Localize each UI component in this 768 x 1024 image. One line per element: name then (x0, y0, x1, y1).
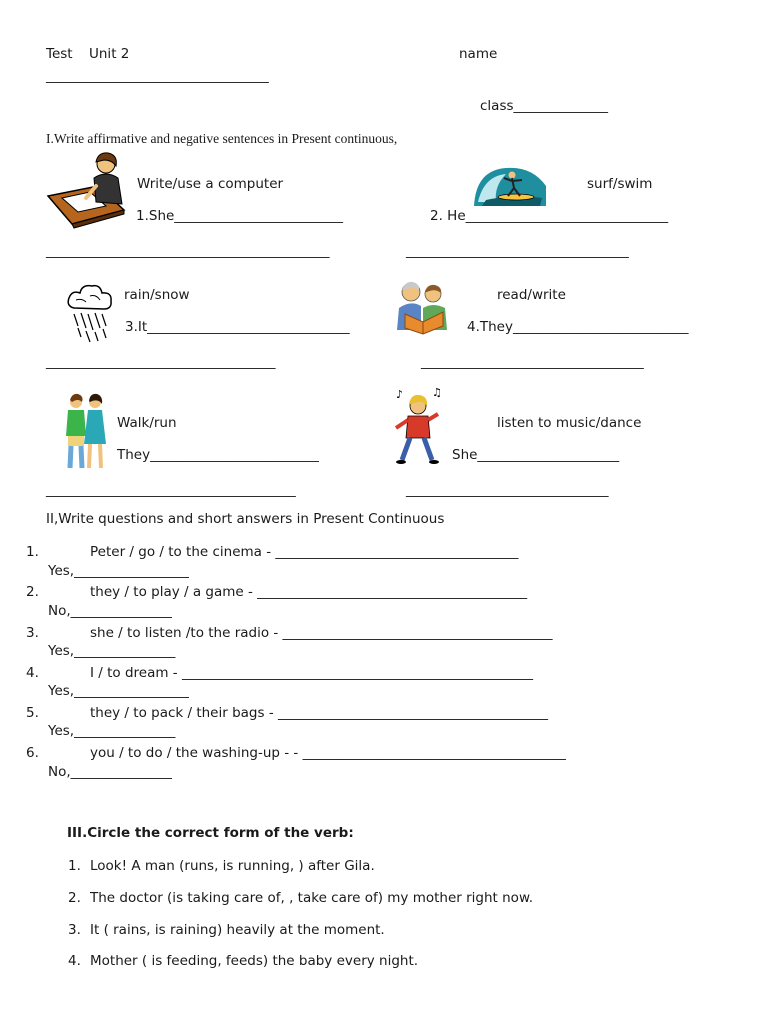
s3-item1-number: 1. (68, 858, 81, 874)
sentence-4: 4.They__________________________ (467, 319, 689, 335)
s3-item4-text: Mother ( is feeding, feeds) the baby every night. (90, 953, 419, 969)
sentence-2: 2. He______________________________ (430, 208, 669, 224)
prompt-2: surf/swim (587, 176, 653, 192)
class-label: class______________ (480, 98, 609, 114)
sentence-5: They_________________________ (117, 447, 319, 463)
test-label: Test (46, 46, 73, 62)
q3-answer: Yes,_______________ (48, 643, 176, 659)
sentence-3: 3.It______________________________ (125, 319, 350, 335)
prompt-6: listen to music/dance (497, 415, 642, 431)
surfer-on-wave-icon (472, 166, 548, 210)
s3-item3-number: 3. (68, 922, 81, 938)
s3-item2-text: The doctor (is taking care of, , take care of) my mother right now. (90, 890, 534, 906)
answer-line-1: __________________________________________ (46, 243, 330, 259)
q4-answer: Yes,_________________ (48, 683, 189, 699)
q2-number: 2. (26, 584, 39, 600)
svg-text:♫: ♫ (432, 386, 442, 399)
name-label: name (459, 46, 498, 62)
s3-item1-text: Look! A man (runs, is running, ) after Gila. (90, 858, 375, 874)
answer-line-2: _________________________________ (406, 243, 629, 259)
q1-text: Peter / go / to the cinema - ____________________________________ (90, 544, 519, 560)
q3-text: she / to listen /to the radio - ________________________________________ (90, 625, 553, 641)
q6-number: 6. (26, 745, 39, 761)
section1-title: I.Write affirmative and negative sentences in Present continuous, (46, 131, 398, 146)
prompt-4: read/write (497, 287, 566, 303)
s3-item2-number: 2. (68, 890, 81, 906)
girl-dancing-to-music-icon (394, 386, 444, 466)
people-reading-book-icon (393, 278, 453, 336)
name-line: _________________________________ (46, 68, 269, 84)
q4-text: I / to dream - ____________________________________________________ (90, 665, 533, 681)
answer-line-3: __________________________________ (46, 354, 276, 370)
q5-text: they / to pack / their bags - ________________________________________ (90, 705, 548, 721)
prompt-1: Write/use a computer (137, 176, 284, 192)
rain-cloud-icon (66, 282, 114, 344)
q2-answer: No,_______________ (48, 603, 172, 619)
q4-number: 4. (26, 665, 39, 681)
section3-title: III.Circle the correct form of the verb: (67, 825, 354, 841)
q1-number: 1. (26, 544, 39, 560)
answer-line-5: _____________________________________ (46, 482, 296, 498)
section2-title: II,Write questions and short answers in Present Continuous (46, 511, 445, 527)
answer-line-6: ______________________________ (406, 482, 609, 498)
sentence-1: 1.She_________________________ (136, 208, 344, 224)
s3-item4-number: 4. (68, 953, 81, 969)
q6-text: you / to do / the washing-up - - _______________________________________ (90, 745, 566, 761)
q5-number: 5. (26, 705, 39, 721)
prompt-3: rain/snow (124, 287, 190, 303)
person-writing-at-desk-icon (46, 152, 126, 230)
prompt-5: Walk/run (117, 415, 177, 431)
q1-answer: Yes,_________________ (48, 563, 189, 579)
q3-number: 3. (26, 625, 39, 641)
unit-label: Unit 2 (89, 46, 130, 62)
two-girls-walking-icon (62, 392, 110, 472)
q5-answer: Yes,_______________ (48, 723, 176, 739)
answer-line-4: _________________________________ (421, 354, 644, 370)
sentence-6: She_____________________ (452, 447, 620, 463)
q6-answer: No,_______________ (48, 764, 172, 780)
svg-text:♪: ♪ (396, 388, 404, 401)
s3-item3-text: It ( rains, is raining) heavily at the moment. (90, 922, 385, 938)
q2-text: they / to play / a game - ________________________________________ (90, 584, 528, 600)
